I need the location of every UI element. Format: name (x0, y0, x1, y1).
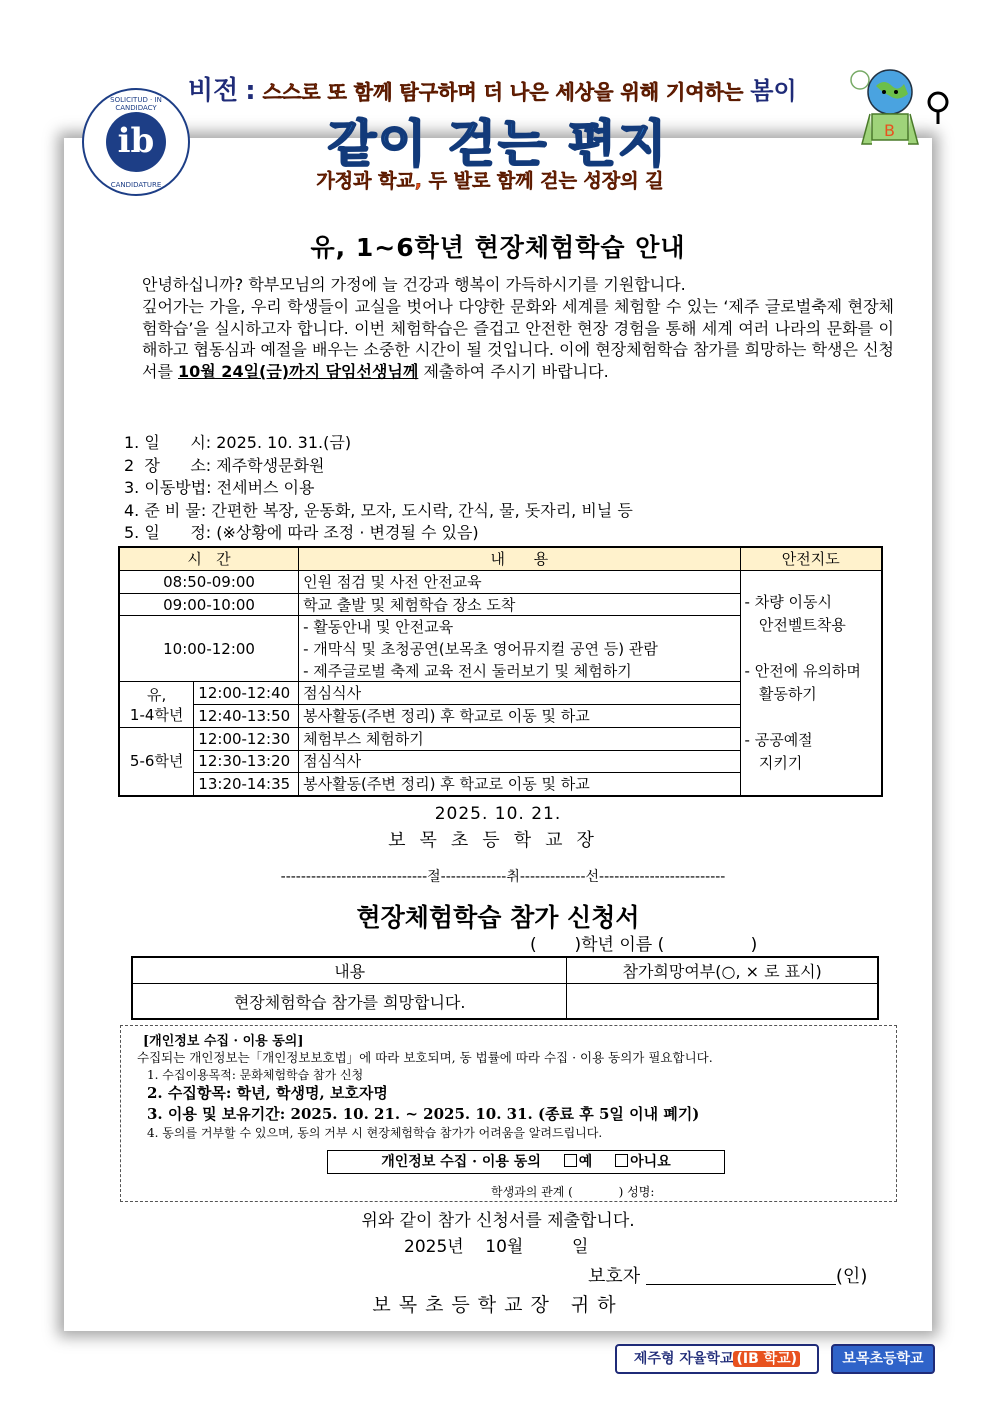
content-cell: 봉사활동(주변 정리) 후 학교로 이동 및 하교 (299, 705, 740, 728)
time-cell: 08:50-09:00 (119, 571, 299, 594)
seal-mark: (인) (835, 1266, 868, 1287)
time-cell: 09:00-10:00 (119, 593, 299, 616)
group-label-line: 1-4학년 (129, 705, 184, 724)
consent-no-label: 아니요 (630, 1154, 671, 1170)
notice-intro (132, 274, 894, 383)
vision-colon: : (245, 76, 256, 106)
principal-signature: 보목초등학교장 (388, 830, 608, 851)
consent-yes-label: 예 (578, 1154, 593, 1170)
guardian-label: 보호자 (588, 1266, 641, 1287)
safety-line: 지키기 (744, 754, 803, 772)
logo-mark: ib (106, 112, 166, 172)
vision-banner (188, 74, 797, 108)
vision-end: 봄이 (750, 77, 797, 105)
logo-ring-top: SOLICITUD · IN CANDIDACY (110, 96, 162, 112)
time-cell: 12:00-12:30 (194, 727, 299, 750)
privacy-line: 2. 수집항목: 학년, 학생명, 보호자명 (147, 1084, 388, 1102)
notice-title: 유, 1~6학년 현장체험학습 안내 (310, 233, 686, 262)
privacy-line: 4. 동의를 거부할 수 있으며, 동의 거부 시 현장체험학습 참가가 어려움을 알려드립니다. (147, 1126, 603, 1140)
intro-para-2-end: 제출하여 주시기 바랍니다. (423, 362, 609, 382)
intro-para-1: 안녕하십니까? 학부모님의 가정에 늘 건강과 행복이 가득하시기를 기원합니다. (142, 275, 686, 294)
privacy-line: 1. 수집이용목적: 문화체험학습 참가 신청 (147, 1068, 364, 1082)
application-title: 현장체험학습 참가 신청서 (356, 903, 640, 932)
ib-logo (82, 88, 190, 196)
col-content-header: 내용 (132, 957, 567, 984)
newsletter-title: 같이 걷는 편지 (327, 115, 669, 173)
content-cell: 점심식사 (299, 750, 740, 773)
schedule-table (118, 546, 883, 797)
privacy-line: 수집되는 개인정보는「개인정보보호법」에 따라 보호되며, 동 법률에 따라 수집 · 이용 동의가 필요합니다. (137, 1050, 713, 1065)
consent-no-checkbox[interactable] (615, 1154, 628, 1167)
content-cell: 점심식사 (299, 682, 740, 705)
privacy-line: 3. 이용 및 보유기간: 2025. 10. 21. ~ 2025. 10. 31. (종료 후 5일 이내 폐기) (147, 1105, 700, 1123)
time-cell: 10:00-12:00 (119, 616, 299, 682)
submit-statement: 위와 같이 참가 신청서를 제출합니다. (361, 1211, 635, 1231)
participation-text: 현장체험학습 참가를 희망합니다. (132, 984, 567, 1020)
safety-line: - 안전에 유의하며 (744, 662, 861, 680)
vision-text: 스스로 또 함께 탐구하며 더 나은 세상을 위해 기여하는 (262, 80, 744, 104)
time-cell: 12:40-13:50 (194, 705, 299, 728)
badge-text: 제주형 자율학교 (633, 1351, 734, 1367)
content-cell: 인원 점검 및 사전 안전교육 (299, 571, 740, 594)
header-content: 내 용 (299, 547, 740, 571)
consent-label: 개인정보 수집 · 이용 동의 (381, 1154, 541, 1170)
notice-items (124, 432, 633, 545)
safety-cell (740, 571, 882, 796)
header-safety: 안전지도 (740, 547, 882, 571)
grade-name-line[interactable]: ( )학년 이름 ( ) (530, 935, 758, 955)
item-date: 1. 일 시: 2025. 10. 31.(금) (124, 433, 352, 452)
time-cell: 13:20-14:35 (194, 773, 299, 796)
content-cell: - 제주글로벌 축제 교육 전시 둘러보기 및 체험하기 (299, 660, 740, 682)
safety-line: 안전벨트착용 (744, 616, 846, 634)
content-cell: - 개막식 및 초청공연(보목초 영어뮤지컬 공연 등) 관람 (299, 638, 740, 660)
privacy-heading: [개인정보 수집 · 이용 동의] (143, 1034, 304, 1049)
relation-field[interactable]: 학생과의 관계 ( ) 성명: (491, 1185, 655, 1199)
submit-date[interactable]: 2025년 10월 일 (404, 1237, 589, 1257)
consent-selector (327, 1150, 725, 1174)
safety-line (745, 706, 877, 729)
safety-line: - 차량 이동시 (744, 593, 832, 611)
mascot-letter: B (884, 121, 895, 140)
item-place: 2 장 소: 제주학생문화원 (124, 455, 325, 475)
content-cell: 봉사활동(주변 정리) 후 학교로 이동 및 하교 (299, 773, 740, 796)
consent-yes-checkbox[interactable] (564, 1154, 577, 1167)
deadline-text: 10월 24일(금)까지 담임선생님께 (178, 362, 419, 382)
group-label-lower (119, 682, 194, 727)
cut-line: -----------------------------절-------------취-------------선------------------------- (280, 869, 726, 885)
logo-ring-bottom: CANDIDATURE (110, 181, 162, 189)
guardian-name-field[interactable] (646, 1266, 836, 1285)
header-time: 시 간 (119, 547, 299, 571)
addressee: 보목초등학교장 귀하 (372, 1294, 624, 1316)
issue-date: 2025. 10. 21. (434, 804, 562, 824)
safety-line: - 공공예절 (744, 731, 813, 749)
globe-mascot-icon (840, 62, 955, 162)
group-label-upper: 5-6학년 (119, 727, 194, 796)
privacy-consent-box (120, 1025, 897, 1202)
safety-line (745, 637, 877, 660)
time-cell: 12:30-13:20 (194, 750, 299, 773)
autonomous-school-badge (615, 1344, 819, 1374)
col-participation-header: 참가희망여부(○, × 로 표시) (567, 957, 878, 984)
item-supplies: 4. 준 비 물: 간편한 복장, 운동화, 모자, 도시락, 간식, 물, 돗자리, 비닐 등 (124, 500, 633, 520)
content-cell: - 활동안내 및 안전교육 (299, 616, 740, 638)
item-schedule: 5. 일 정: (※상황에 따라 조정 · 변경될 수 있음) (124, 523, 479, 542)
school-name-badge: 보목초등학교 (831, 1344, 935, 1374)
intro-para-2 (132, 296, 894, 383)
guardian-signature (588, 1262, 867, 1288)
ib-school-tag: (IB 학교) (733, 1351, 800, 1367)
intro-para-2-text: 깊어가는 가을, 우리 학생들이 교실을 벗어나 다양한 문화와 세계를 체험할 수 있는 ‘제주 글로벌축제 현장체험학습’을 실시하고자 합니다. 이번 체험학습은 즐겁고 안전한 현장 경험을 통해 세계 여러 나라의 문화를 이해하고 협동심과 예절을 배우는 소중한 시간이 될 것입니다. 이에 현장체험학습 참가를 희망하는 학생은 신청서를 (142, 296, 894, 382)
newsletter-subtitle: 가정과 학교, 두 발로 함께 걷는 성장의 길 (316, 170, 664, 192)
item-transport: 3. 이동방법: 전세버스 이용 (124, 478, 315, 497)
participation-mark-field[interactable] (567, 984, 878, 1020)
group-label-line: 유, (147, 685, 167, 704)
content-cell: 체험부스 체험하기 (299, 727, 740, 750)
time-cell: 12:00-12:40 (194, 682, 299, 705)
vision-label: 비전 (188, 76, 239, 106)
application-table (131, 956, 879, 1020)
safety-line: 활동하기 (744, 685, 817, 703)
content-cell: 학교 출발 및 체험학습 장소 도착 (299, 593, 740, 616)
